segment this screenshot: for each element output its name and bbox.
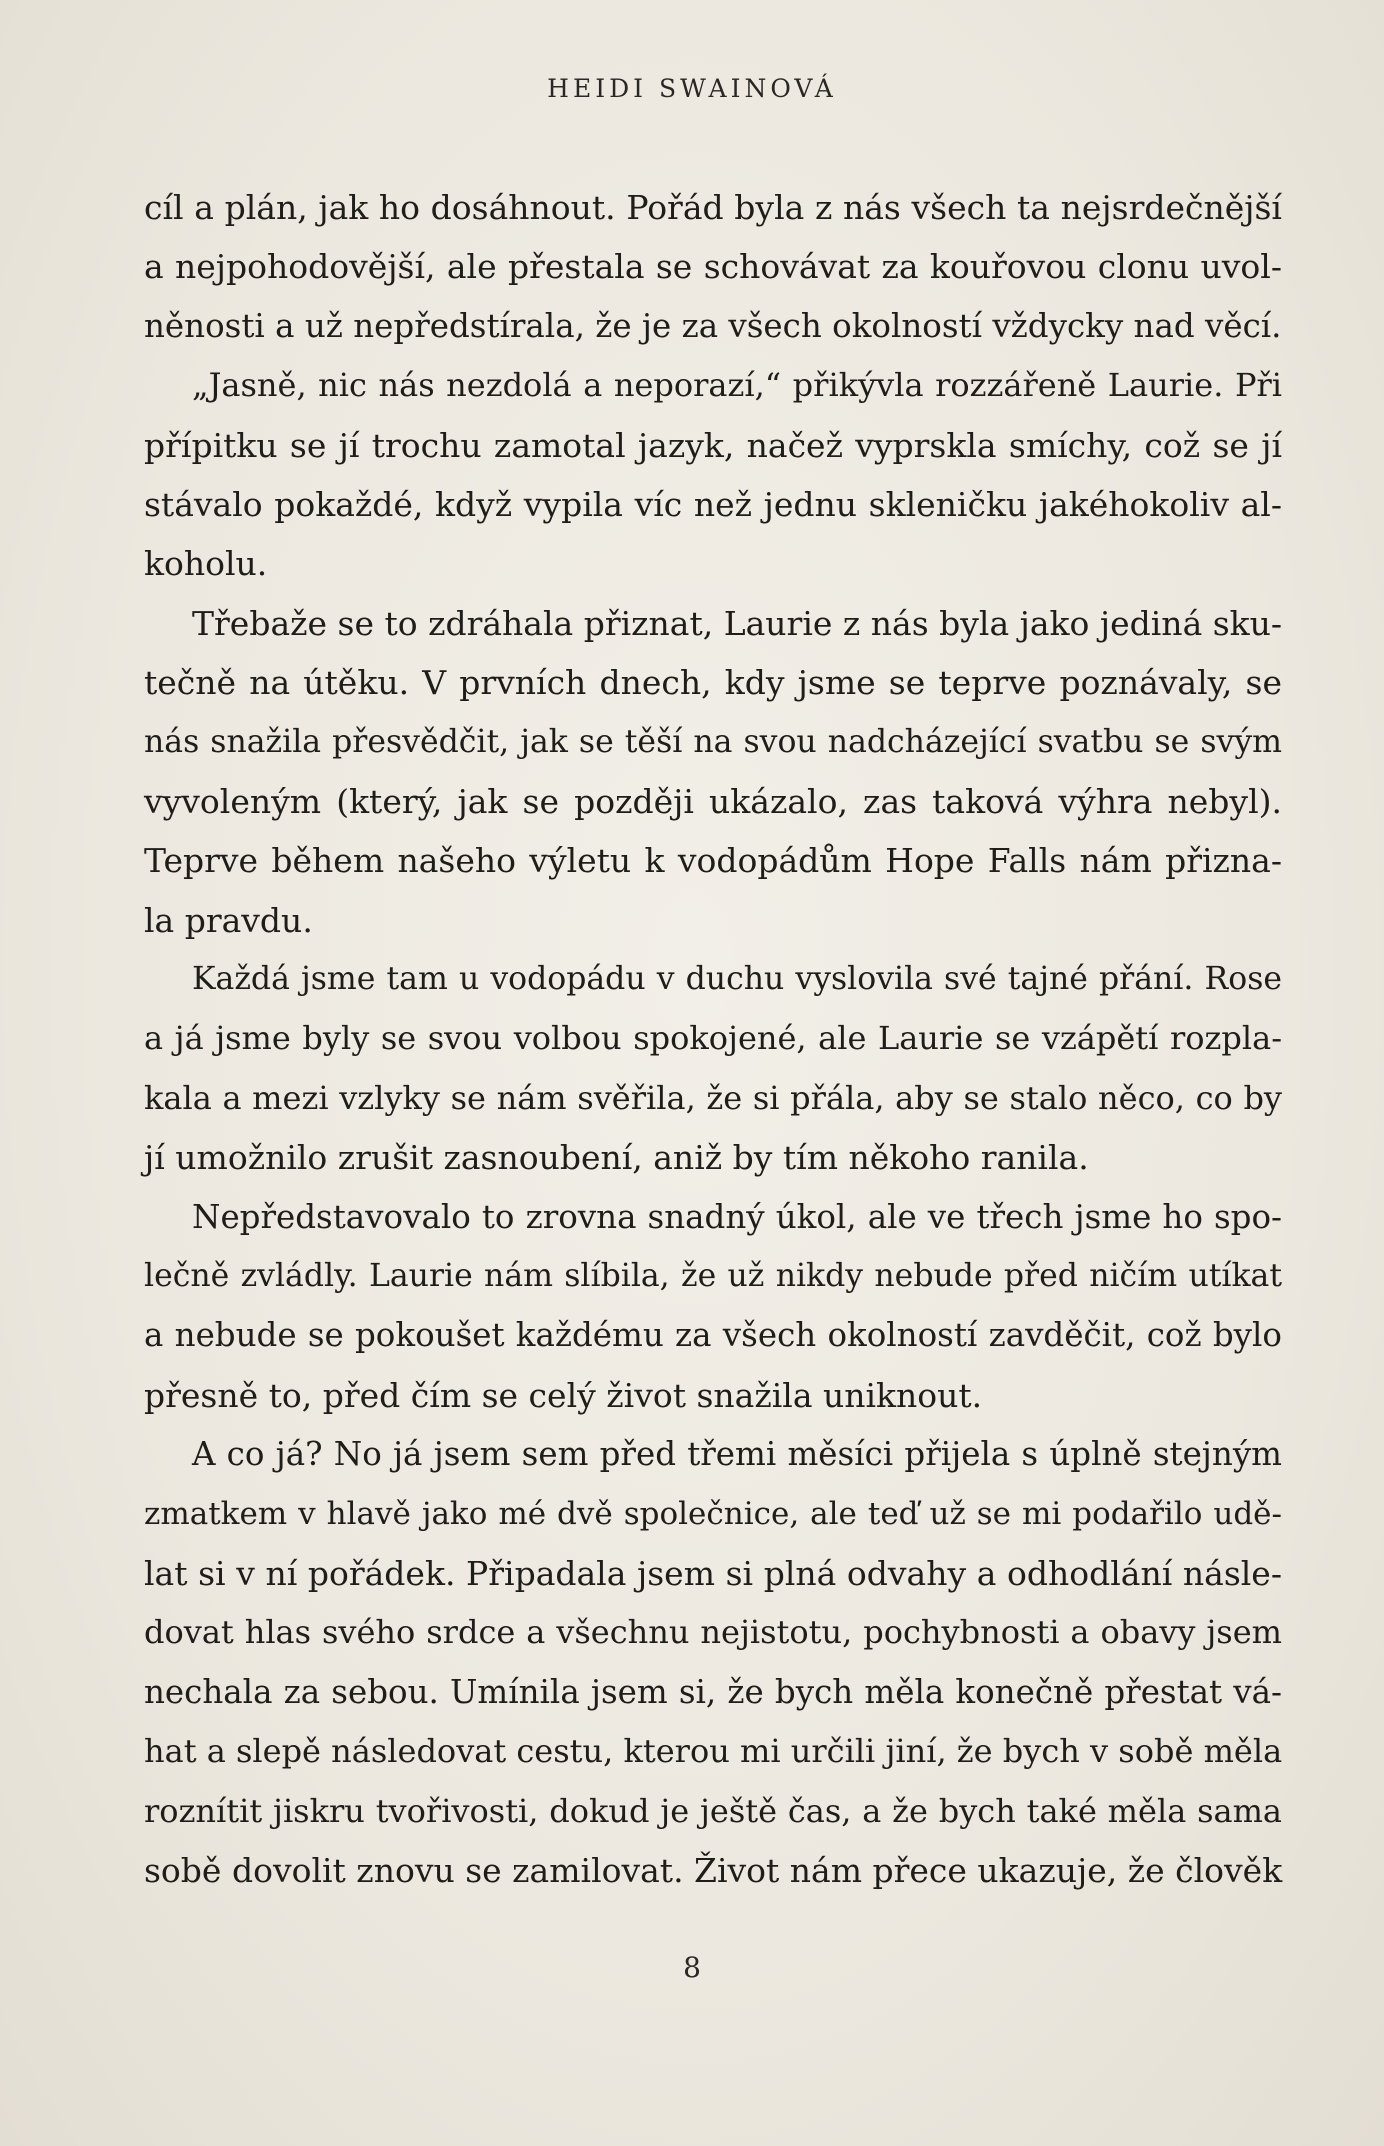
text-line: lat si v ní pořádek. Připadala jsem si plná odvahy a odhodlání násle- — [144, 1553, 1282, 1593]
text-line: cíl a plán, jak ho dosáhnout. Pořád byla z nás všech ta nejsrdečnější — [144, 188, 1282, 227]
text-line: tečně na útěku. V prvních dnech, kdy jsme se teprve poznávaly, se — [144, 663, 1282, 703]
text-line: a nejpohodovější, ale přestala se schovávat za kouřovou clonu uvol- — [144, 247, 1282, 287]
text-line: roznítit jiskru tvořivosti, dokud je ještě čas, a že bych také měla sama — [144, 1791, 1282, 1830]
text-line: hat a slepě následovat cestu, kterou mi určili jiní, že bych v sobě měla — [144, 1732, 1283, 1771]
text-line: dovat hlas svého srdce a všechnu nejistotu, pochybnosti a obavy jsem — [144, 1613, 1282, 1652]
text-line: Třebaže se to zdráhala přiznat, Laurie z nás byla jako jediná sku- — [192, 603, 1283, 643]
text-line: něnosti a už nepředstírala, že je za všech okolností vždycky nad věcí. — [144, 306, 1282, 345]
page-number: 8 — [683, 1951, 701, 1984]
text-line: koholu. — [144, 544, 268, 584]
text-line: stávalo pokaždé, když vypila víc než jednu skleničku jakéhokoliv al- — [144, 484, 1282, 524]
text-line: a já jsme byly se svou volbou spokojené, ale Laurie se vzápětí rozpla- — [144, 1019, 1282, 1058]
text-line: zmatkem v hlavě jako mé dvě společnice, ale teď už se mi podařilo udě- — [144, 1495, 1282, 1532]
text-line: lečně zvládly. Laurie nám slíbila, že už nikdy nebude před ničím utíkat — [144, 1258, 1282, 1295]
text-line: vyvoleným (který, jak se později ukázalo, zas taková výhra nebyl). — [144, 781, 1282, 821]
text-line: Teprve během našeho výletu k vodopádům Hope Falls nám přizna- — [144, 841, 1282, 881]
text-line: nechala za sebou. Umínila jsem si, že bych měla konečně přestat vá- — [144, 1672, 1282, 1711]
text-line: kala a mezi vzlyky se nám svěřila, že si přála, aby se stalo něco, co by — [144, 1078, 1282, 1117]
text-line: sobě dovolit znovu se zamilovat. Život nám přece ukazuje, že člověk — [144, 1850, 1283, 1890]
text-line: la pravdu. — [144, 900, 313, 940]
text-line: a nebude se pokoušet každému za všech okolností zavděčit, což bylo — [144, 1316, 1282, 1355]
text-line: „Jasně, nic nás nezdolá a neporazí,“ přikývla rozzářeně Laurie. Při — [192, 366, 1282, 405]
text-line: přípitku se jí trochu zamotal jazyk, načež vyprskla smíchy, což se jí — [144, 425, 1282, 465]
text-line: přesně to, před čím se celý život snažila uniknout. — [144, 1375, 983, 1415]
text-line: Každá jsme tam u vodopádu v duchu vyslovila své tajné přání. Rose — [192, 961, 1282, 998]
text-line: nás snažila přesvědčit, jak se těší na svou nadcházející svatbu se svým — [144, 723, 1282, 760]
text-line: jí umožnilo zrušit zasnoubení, aniž by tím někoho ranila. — [144, 1138, 1089, 1178]
text-line: Nepředstavovalo to zrovna snadný úkol, ale ve třech jsme ho spo- — [192, 1197, 1282, 1236]
running-head: HEIDI SWAINOVÁ — [547, 74, 837, 103]
body-text — [144, 178, 1282, 1900]
text-line: A co já? No já jsem sem před třemi měsíci přijela s úplně stejným — [192, 1435, 1282, 1474]
